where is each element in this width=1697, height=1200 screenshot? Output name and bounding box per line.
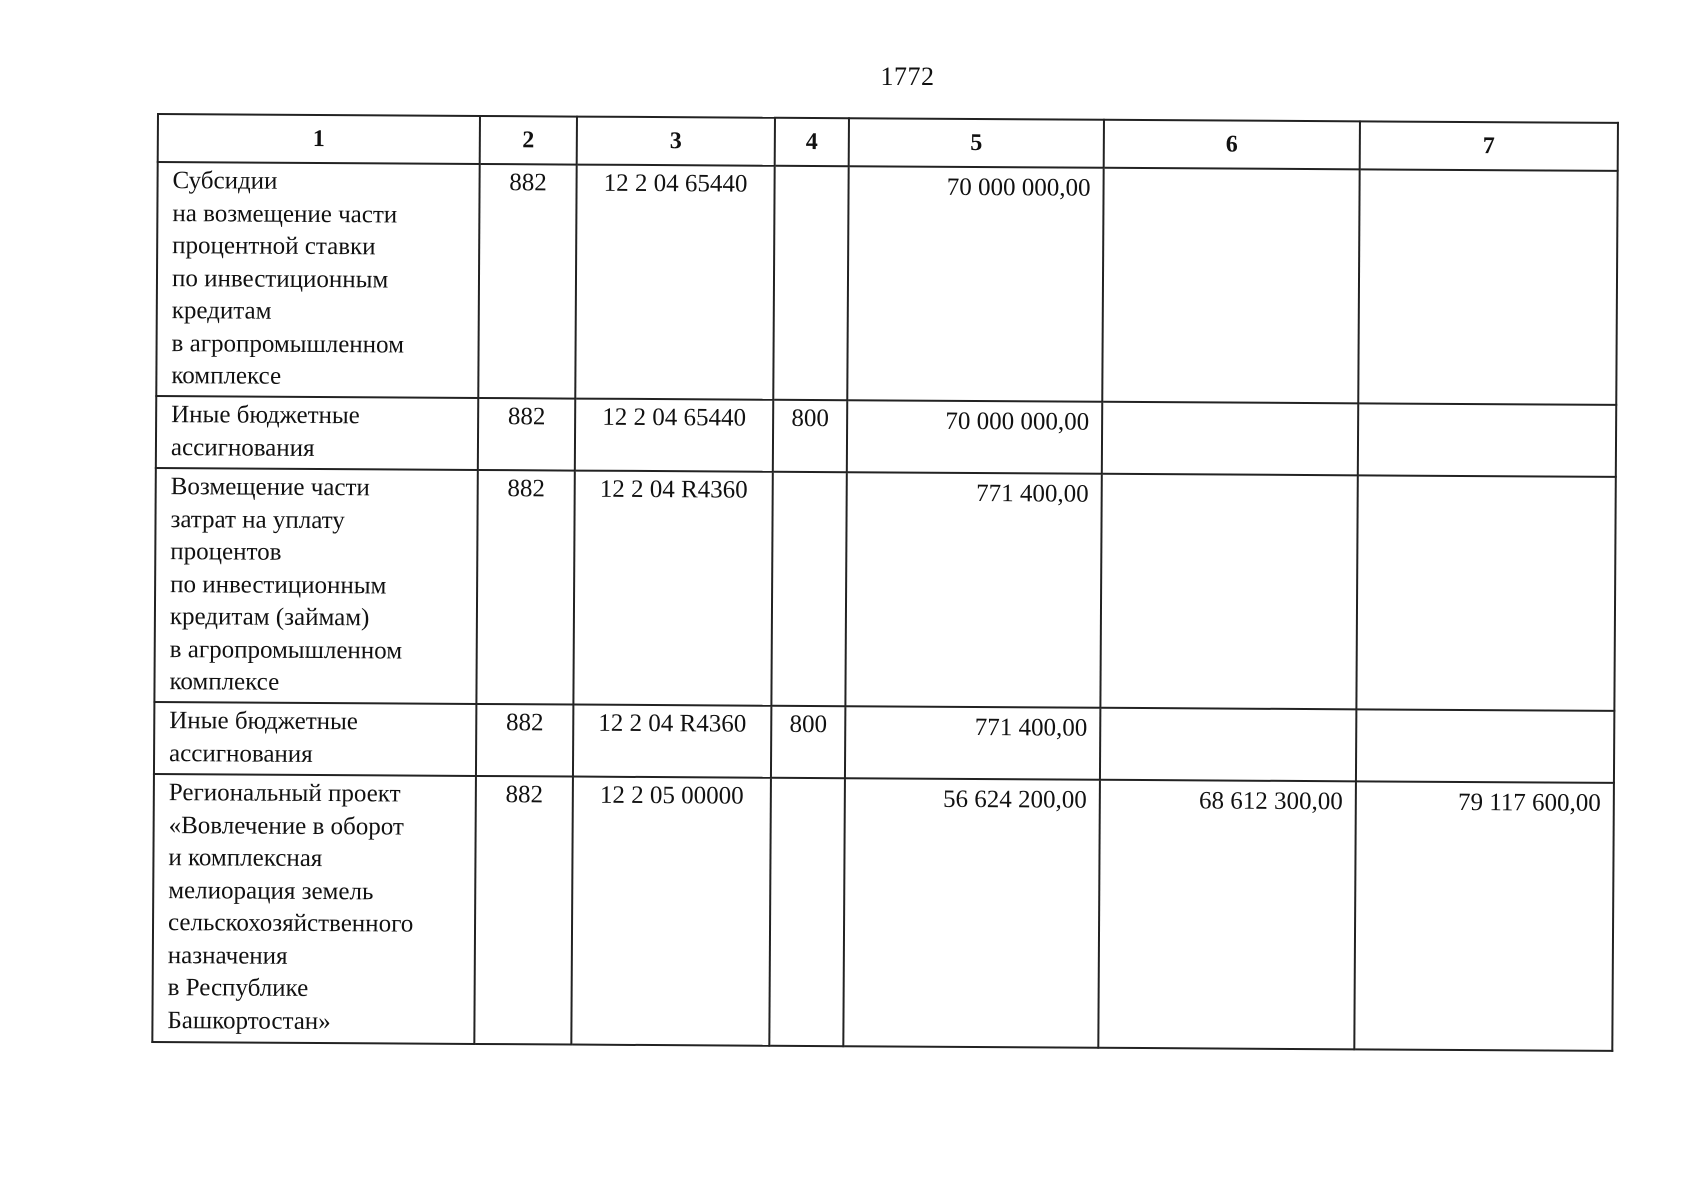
row-name-line: Башкортостан» xyxy=(167,1006,331,1035)
ministry-code-cell: 882 xyxy=(476,704,573,777)
table-row xyxy=(156,396,1616,477)
row-name-line: «Вовлечение в оборот xyxy=(168,811,404,841)
amount-col5-cell: 70 000 000,00 xyxy=(847,400,1102,474)
column-header-7: 7 xyxy=(1360,121,1618,171)
row-name-line: кредитам (займам) xyxy=(169,603,370,632)
expense-type-cell xyxy=(771,472,846,706)
row-name-line: в агропромышленном xyxy=(171,329,405,359)
row-name-line: по инвестиционным xyxy=(171,264,389,293)
row-name-cell xyxy=(156,396,478,470)
row-name-line: процентов xyxy=(170,538,282,566)
target-article-cell: 12 2 04 65440 xyxy=(575,399,773,472)
column-header-2: 2 xyxy=(480,116,577,165)
row-name-line: назначения xyxy=(167,941,288,970)
ministry-code-cell: 882 xyxy=(478,398,575,471)
amount-col5-cell: 70 000 000,00 xyxy=(847,166,1103,402)
page-number: 1772 xyxy=(880,62,935,91)
target-article-cell: 12 2 04 R4360 xyxy=(573,471,772,706)
row-name-line: комплексе xyxy=(171,362,282,390)
target-article-cell: 12 2 05 00000 xyxy=(571,777,771,1046)
row-name-line: на возмещение части xyxy=(172,199,398,228)
row-name-line: ассигнования xyxy=(170,433,315,462)
expense-type-cell xyxy=(769,778,845,1046)
amount-col7-cell: 79 117 600,00 xyxy=(1354,781,1614,1051)
row-name-line: в Республике xyxy=(167,974,309,1002)
budget-table xyxy=(151,113,1619,1052)
column-header-3: 3 xyxy=(577,117,775,166)
amount-col6-cell xyxy=(1102,402,1358,476)
amount-col5-cell: 771 400,00 xyxy=(845,472,1101,708)
expense-type-cell: 800 xyxy=(773,400,847,472)
row-name-cell xyxy=(154,468,477,704)
row-name-line: Субсидии xyxy=(172,167,278,195)
column-header-1: 1 xyxy=(158,114,480,164)
ministry-code-cell: 882 xyxy=(476,470,574,705)
table-row xyxy=(154,468,1615,711)
row-name-line: Иные бюджетные xyxy=(169,707,359,736)
amount-col6-cell: 68 612 300,00 xyxy=(1098,780,1356,1050)
row-name-line: и комплексная xyxy=(168,844,323,873)
expense-type-cell: 800 xyxy=(771,706,845,778)
row-name-line: затрат на уплату xyxy=(170,505,345,534)
row-name-line: Региональный проект xyxy=(168,779,401,808)
row-name-cell xyxy=(156,162,479,398)
amount-col6-cell xyxy=(1100,474,1357,710)
row-name-line: процентной ставки xyxy=(172,232,376,261)
amount-col5-cell: 771 400,00 xyxy=(845,706,1100,780)
amount-col7-cell xyxy=(1358,403,1616,477)
row-name-line: в агропромышленном xyxy=(169,635,403,665)
row-name-cell xyxy=(152,774,476,1044)
ministry-code-cell: 882 xyxy=(474,776,573,1045)
table-row xyxy=(154,702,1614,783)
amount-col6-cell xyxy=(1102,168,1359,404)
row-name-line: ассигнования xyxy=(169,739,313,768)
row-name-line: Возмещение части xyxy=(170,473,370,502)
budget-table-wrapper xyxy=(151,113,1617,1052)
ministry-code-cell: 882 xyxy=(478,164,576,399)
row-name-line: мелиорация земель xyxy=(168,876,374,905)
column-header-4: 4 xyxy=(775,118,849,166)
amount-col7-cell xyxy=(1356,709,1614,783)
amount-col7-cell xyxy=(1356,475,1615,711)
row-name-line: по инвестиционным xyxy=(170,570,387,599)
target-article-cell: 12 2 04 65440 xyxy=(575,165,774,400)
column-header-5: 5 xyxy=(849,118,1104,168)
row-name-line: сельскохозяйственного xyxy=(167,909,414,938)
column-header-6: 6 xyxy=(1104,120,1360,170)
table-row xyxy=(152,774,1614,1051)
row-name-line: Иные бюджетные xyxy=(171,401,360,430)
expense-type-cell xyxy=(773,166,848,400)
amount-col5-cell: 56 624 200,00 xyxy=(843,778,1100,1048)
amount-col7-cell xyxy=(1358,169,1617,405)
target-article-cell: 12 2 04 R4360 xyxy=(573,705,771,778)
amount-col6-cell xyxy=(1100,708,1356,782)
table-row xyxy=(156,162,1617,405)
row-name-cell xyxy=(154,702,476,776)
row-name-line: кредитам xyxy=(171,297,272,325)
row-name-line: комплексе xyxy=(169,668,280,696)
